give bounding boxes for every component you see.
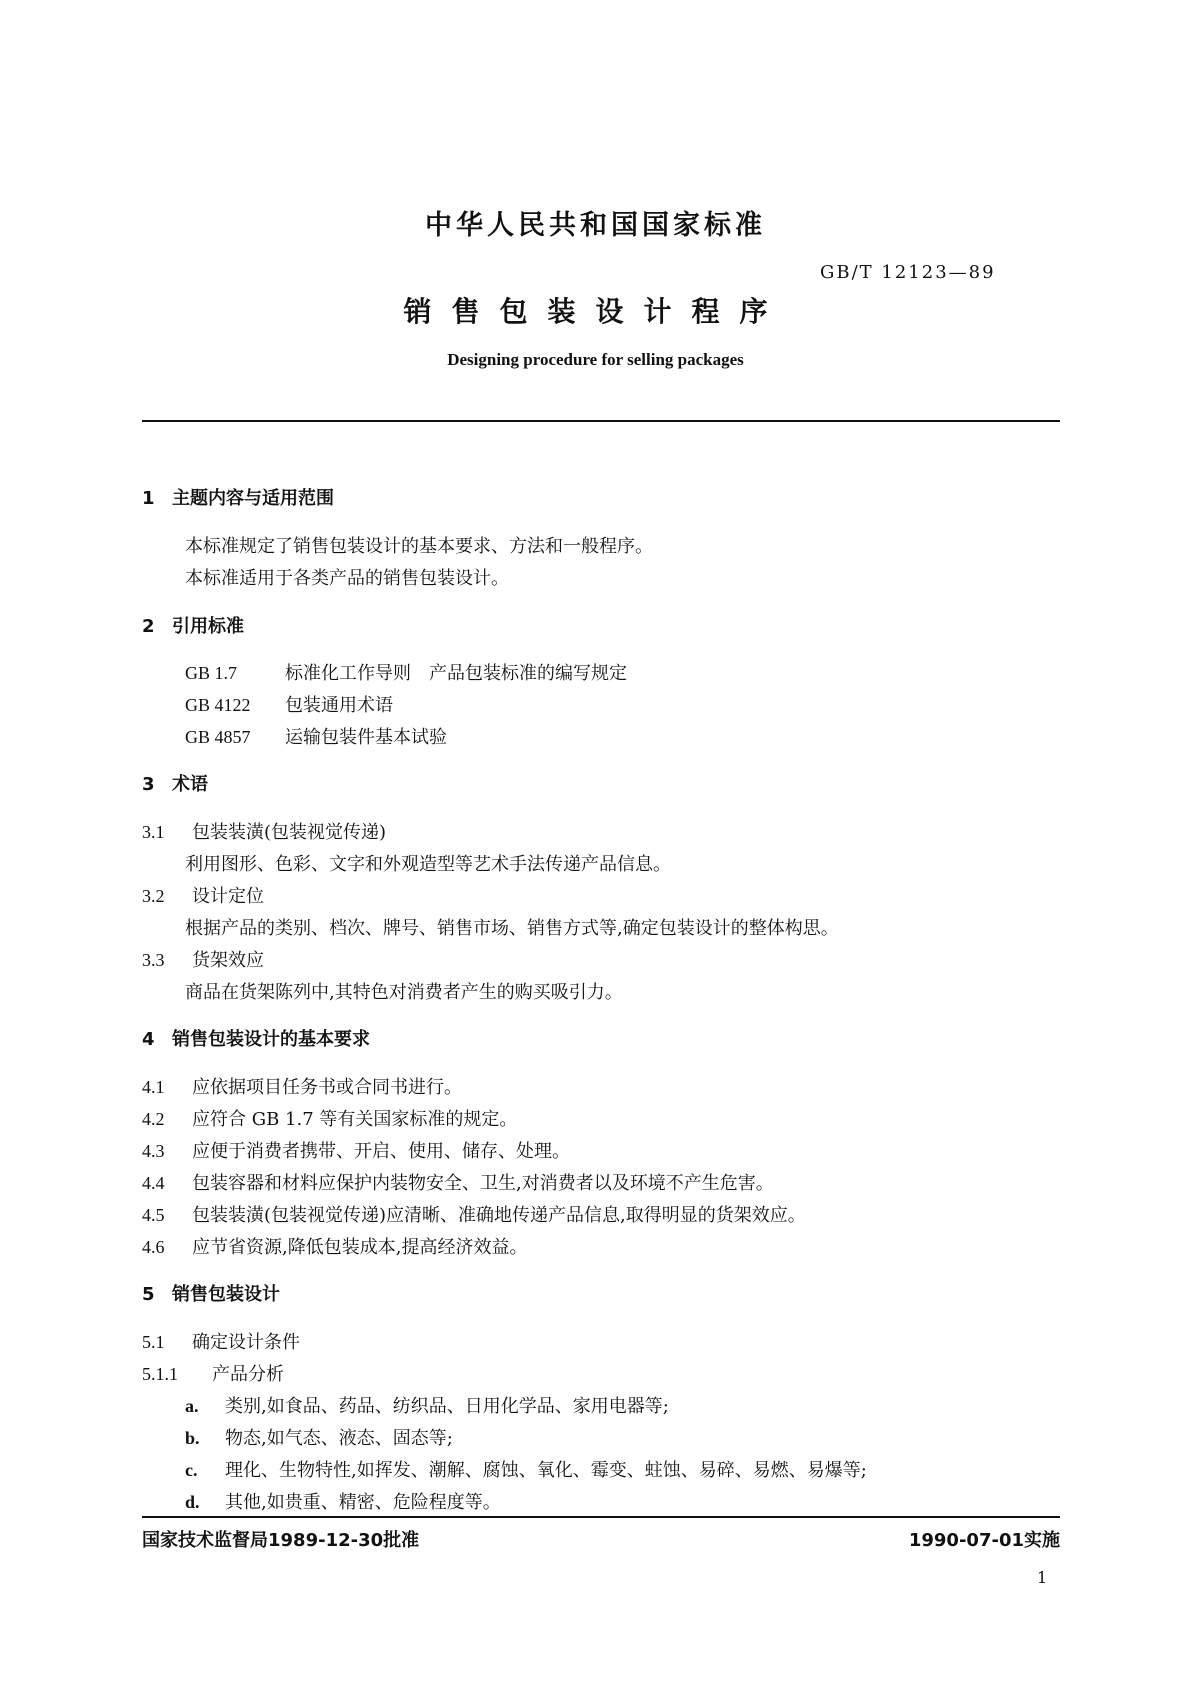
standard-number: GB/T 12123—89: [820, 262, 996, 283]
subsubsection-heading: 5.1.1 产品分析: [142, 1364, 284, 1385]
subsection-heading: 5.1 确定设计条件: [142, 1332, 300, 1353]
term-definition: 利用图形、色彩、文字和外观造型等艺术手法传递产品信息。: [185, 854, 671, 875]
list-item: d. 其他,如贵重、精密、危险程度等。: [185, 1492, 501, 1513]
document-title-english: Designing procedure for selling packages: [447, 350, 744, 369]
reference-item: GB 4857 运输包装件基本试验: [185, 727, 447, 748]
section-1-paragraph: 本标准规定了销售包装设计的基本要求、方法和一般程序。: [185, 536, 653, 557]
section-1-heading: 1 主题内容与适用范围: [142, 488, 334, 509]
document-title: 销售包装设计程序: [403, 295, 788, 328]
list-item: b. 物态,如气态、液态、固态等;: [185, 1428, 453, 1449]
term-definition: 根据产品的类别、档次、牌号、销售市场、销售方式等,确定包装设计的整体构思。: [185, 918, 839, 939]
requirement-item: 4.6 应节省资源,降低包装成本,提高经济效益。: [142, 1237, 528, 1258]
national-standard-heading: 中华人民共和国国家标准: [425, 210, 766, 241]
requirement-item: 4.1 应依据项目任务书或合同书进行。: [142, 1077, 462, 1098]
list-item: a. 类别,如食品、药品、纺织品、日用化学品、家用电器等;: [185, 1396, 669, 1417]
requirement-item: 4.4 包装容器和材料应保护内装物安全、卫生,对消费者以及环境不产生危害。: [142, 1173, 774, 1194]
requirement-item: 4.3 应便于消费者携带、开启、使用、储存、处理。: [142, 1141, 570, 1162]
effective-date: 1990-07-01实施: [908, 1530, 1060, 1551]
section-2-heading: 2 引用标准: [142, 616, 244, 637]
reference-item: GB 1.7 标准化工作导则 产品包装标准的编写规定: [185, 663, 627, 684]
approval-date: 国家技术监督局1989-12-30批准: [142, 1530, 420, 1551]
section-4-heading: 4 销售包装设计的基本要求: [142, 1029, 370, 1050]
requirement-item: 4.5 包装装潢(包装视觉传递)应清晰、准确地传递产品信息,取得明显的货架效应。: [142, 1205, 806, 1226]
page-number: 1: [1037, 1568, 1048, 1587]
term-heading: 3.1 包装装潢(包装视觉传递): [142, 822, 387, 843]
term-heading: 3.3 货架效应: [142, 950, 264, 971]
reference-item: GB 4122 包装通用术语: [185, 695, 393, 716]
requirement-item: 4.2 应符合 GB 1.7 等有关国家标准的规定。: [142, 1109, 518, 1130]
section-5-heading: 5 销售包装设计: [142, 1284, 280, 1305]
term-heading: 3.2 设计定位: [142, 886, 264, 907]
section-3-heading: 3 术语: [142, 774, 208, 795]
list-item: c. 理化、生物特性,如挥发、潮解、腐蚀、氧化、霉变、蛀蚀、易碎、易燃、易爆等;: [185, 1460, 867, 1481]
section-1-paragraph: 本标准适用于各类产品的销售包装设计。: [185, 568, 509, 589]
term-definition: 商品在货架陈列中,其特色对消费者产生的购买吸引力。: [185, 982, 623, 1003]
footer-divider: [142, 1516, 1060, 1518]
header-divider: [142, 420, 1060, 422]
